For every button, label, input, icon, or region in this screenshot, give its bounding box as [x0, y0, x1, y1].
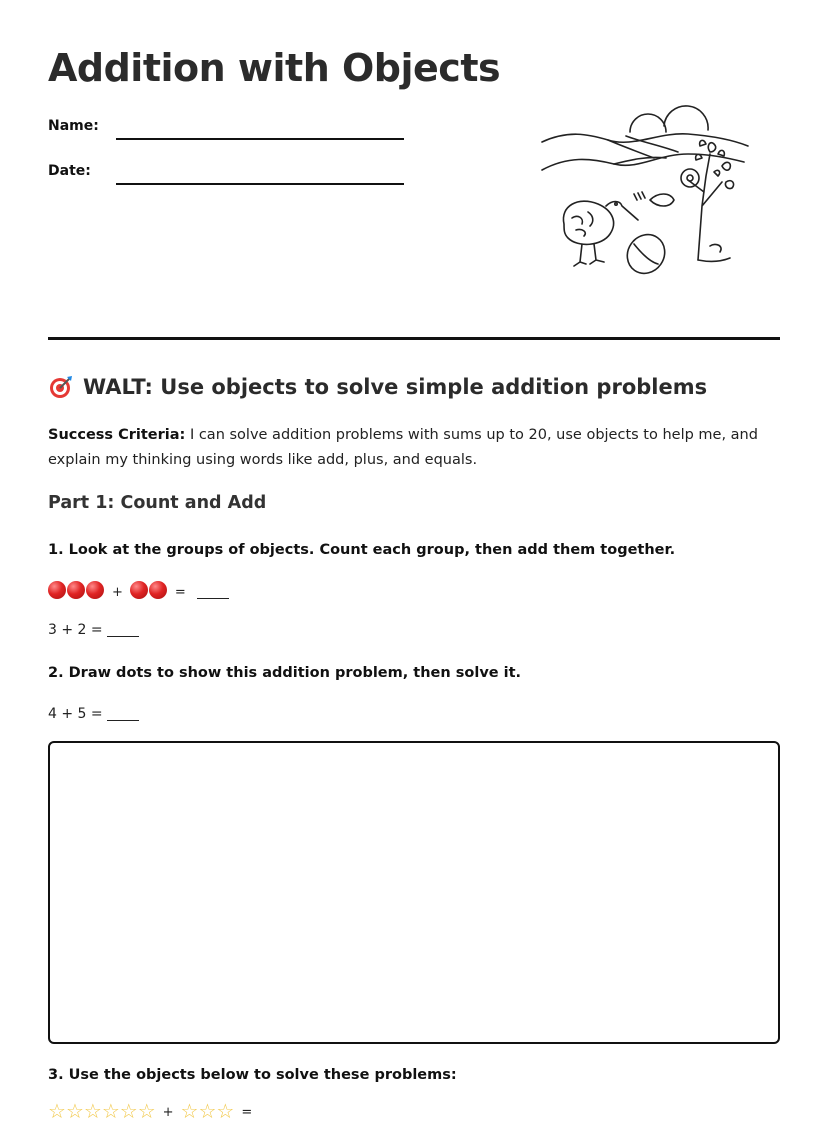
- success-criteria-text: I can solve addition problems with sums up to 20, use objects to help me, and explain my thinking using words like add, plus, and equals.: [48, 427, 758, 468]
- question-2-prompt: 2. Draw dots to show this addition problem, then solve it.: [48, 665, 522, 681]
- walt-text: WALT: Use objects to solve simple addition problems: [83, 375, 708, 399]
- header-divider: [48, 337, 780, 340]
- star-icon: ☆: [83, 1099, 102, 1123]
- star-icon: ☆: [101, 1099, 120, 1123]
- date-label: Date:: [48, 163, 91, 179]
- question-3-prompt: 3. Use the objects below to solve these problems:: [48, 1067, 457, 1083]
- kiwi-landscape-illustration: [538, 96, 754, 278]
- success-criteria-label: Success Criteria:: [48, 427, 186, 443]
- equals-sign: =: [174, 584, 186, 600]
- answer-blank[interactable]: [107, 624, 139, 637]
- drawing-box[interactable]: [48, 741, 780, 1044]
- plus-sign: +: [112, 584, 123, 600]
- walt-heading: [48, 374, 707, 400]
- page-title: Addition with Objects: [48, 46, 501, 90]
- star-group-a: [48, 1099, 156, 1123]
- equals-sign: =: [241, 1104, 253, 1120]
- answer-blank[interactable]: [197, 586, 229, 599]
- red-dot-icon: [86, 581, 104, 599]
- name-field[interactable]: [116, 138, 404, 140]
- answer-blank[interactable]: [107, 708, 139, 721]
- question-1-equation: [48, 622, 139, 638]
- name-label: Name:: [48, 118, 99, 134]
- star-icon: ☆: [180, 1099, 199, 1123]
- red-dot-icon: [48, 581, 66, 599]
- star-group-b: [180, 1099, 235, 1123]
- part-1-heading: Part 1: Count and Add: [48, 493, 267, 513]
- red-dot-icon: [67, 581, 85, 599]
- star-icon: ☆: [216, 1099, 235, 1123]
- equation-text: 4 + 5 =: [48, 706, 103, 722]
- dot-group-b: [130, 581, 168, 603]
- red-dot-icon: [149, 581, 167, 599]
- success-criteria: [48, 423, 788, 473]
- star-icon: ☆: [198, 1099, 217, 1123]
- question-3-objects: [48, 1099, 259, 1123]
- star-icon: ☆: [65, 1099, 84, 1123]
- plus-sign: +: [162, 1104, 174, 1120]
- star-icon: ☆: [119, 1099, 138, 1123]
- star-icon: ☆: [48, 1099, 66, 1123]
- target-icon: [48, 374, 74, 400]
- question-1-objects: [48, 581, 229, 603]
- equation-text: 3 + 2 =: [48, 622, 103, 638]
- question-1-prompt: 1. Look at the groups of objects. Count each group, then add them together.: [48, 542, 676, 558]
- date-field[interactable]: [116, 183, 404, 185]
- dot-group-a: [48, 581, 105, 603]
- question-2-equation: [48, 706, 139, 722]
- star-icon: ☆: [137, 1099, 156, 1123]
- red-dot-icon: [130, 581, 148, 599]
